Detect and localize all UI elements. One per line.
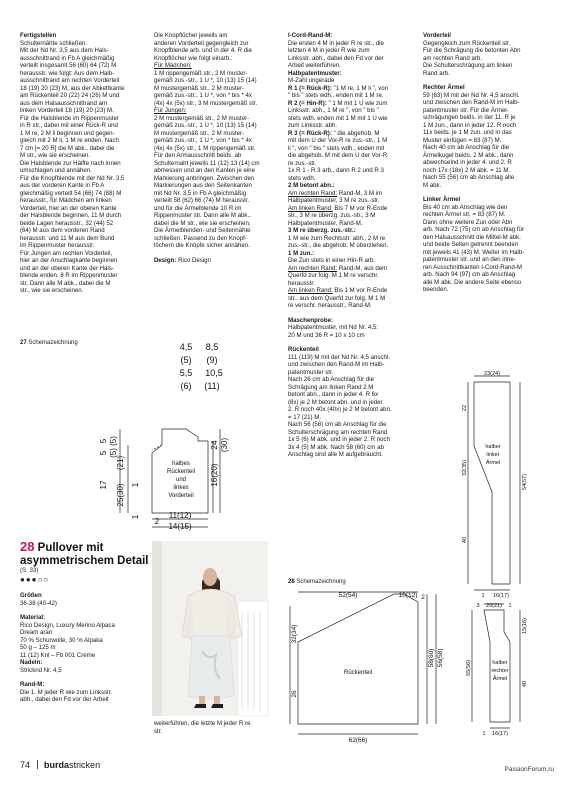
s27-top-3: (5) bbox=[180, 355, 192, 365]
s27-label-4: linkes bbox=[173, 485, 189, 491]
randm-cont-line: weiterführen, die letzte M jeder R re bbox=[154, 720, 251, 727]
text-line: Für Jungen am rechten Vorderteil, bbox=[20, 249, 113, 257]
nadeln-value: Stricknd Nr. 4,5 bbox=[20, 666, 62, 674]
schema28-number: 28 bbox=[288, 579, 295, 585]
linker-left-mid: 32(35) bbox=[462, 460, 468, 476]
rechter-bottom: 16(17) bbox=[492, 731, 508, 737]
knopfloch-text bbox=[154, 32, 284, 62]
text-line: Nach 56 (58) cm ab Anschlag für die bbox=[288, 421, 387, 428]
text-line: patentmuster str. und an den inne- bbox=[423, 256, 516, 263]
s27-left-5: 17 bbox=[99, 480, 108, 490]
text-line: patentmuster str. Für die Ärmel- bbox=[423, 106, 509, 114]
s27-left-3: 5 bbox=[99, 450, 108, 456]
text-line: Muster einfügen = 83 (87) M. bbox=[423, 136, 502, 144]
text-line: Knopfblende arb. und in der 4. R die bbox=[154, 47, 252, 54]
underlined-label: Am rechten Rand: bbox=[288, 264, 338, 272]
text-line: Markierung anbringen. Zwischen den bbox=[154, 174, 255, 182]
schema27-number: 27 bbox=[20, 340, 27, 346]
brand-bold: burda bbox=[44, 760, 70, 770]
text-line: Am rechten Rand: Rand-M, 3 M im bbox=[288, 189, 383, 197]
text-line: M str., wie sie erscheinen. bbox=[20, 152, 91, 159]
jungen-text bbox=[154, 115, 284, 153]
text-line: herausstr., für Mädchen am linken bbox=[20, 197, 112, 204]
rechter-label-3: Ärmel bbox=[492, 676, 508, 682]
jungen-heading: Für Jungen: bbox=[154, 107, 187, 114]
r2-label: R 2 (= Hin-R): bbox=[288, 99, 327, 107]
rechter-bottom-small: 1 bbox=[482, 731, 486, 737]
text-line: gemäß zus.-str., 1 U *, 10 (13) 15 (14) bbox=[154, 122, 257, 129]
text-line: ausschnittrand in Fb A gleichmäßig bbox=[20, 54, 115, 62]
vorderteil-heading: Vorderteil bbox=[423, 32, 451, 39]
text-line: 111 (119) M mit der Nd Nr. 4,5 anschl. bbox=[288, 353, 390, 361]
r1-label: R 1 (= Rück-R): bbox=[288, 84, 332, 92]
text-line: Am rechten Rand: Rand-M, aus dem bbox=[288, 264, 388, 272]
model-photo bbox=[152, 541, 268, 716]
s27-top-1: 4,5 bbox=[179, 342, 193, 352]
text-line: 2 M mustergemäß str., 2 M muster- bbox=[154, 114, 250, 122]
text-line: 3x 4 (5) M abk. Nach 58 (60) cm ab bbox=[288, 443, 384, 451]
brand-rest: stricken bbox=[69, 760, 101, 770]
text-line: am Rückenteil 20 (22) 24 (26) M und bbox=[20, 92, 120, 99]
text-line: Arbeit weiterführen. bbox=[288, 62, 341, 69]
text-line: Für die Halsblende im Rippenmuster bbox=[20, 114, 119, 122]
design-label: Design: bbox=[154, 256, 177, 264]
r3-label: R 3 (= Rück-R): bbox=[288, 129, 332, 137]
sleeve-diagrams bbox=[458, 371, 558, 737]
text-line: M mustergemäß str., 2 M muster- bbox=[154, 129, 245, 137]
schema28-diagram bbox=[286, 586, 456, 746]
s27-top-2: 8,5 bbox=[205, 342, 219, 352]
text-line: dabei die M str., wie sie erscheinen. bbox=[154, 219, 251, 227]
text-line: (4x) 4x (5x) str., 3 M mustergemäß str. bbox=[154, 99, 258, 107]
text-line: 18 (19) 20 (23) M, aus der Abkettkante bbox=[20, 84, 125, 92]
rechter-aermel-text bbox=[423, 92, 558, 190]
text-line: Halbpatentmuster, 3 M re zus.-str. bbox=[288, 197, 380, 204]
r1-text bbox=[288, 92, 418, 100]
text-line: und beide Seiten getrennt beenden bbox=[423, 241, 519, 248]
s28-left-upper: 32(34) bbox=[291, 624, 298, 644]
column-4 bbox=[423, 32, 558, 294]
text-line: Schulterschrägung am rechten Rand bbox=[288, 428, 388, 436]
linker-label-3: Ärmel bbox=[485, 460, 501, 466]
halbpatent-sub: M-Zahl ungerade bbox=[288, 77, 335, 84]
maedchen-text bbox=[154, 70, 284, 108]
rechter-top-mid: 20(21) bbox=[486, 603, 502, 609]
text-line: 1 M wie zum Rechtsstr. abh., 2 M re bbox=[288, 234, 386, 242]
text-line: arb. Nach 72 (75) cm ab Anschlag für bbox=[423, 226, 524, 233]
r2-text bbox=[288, 107, 418, 130]
text-line: schließen. Passend zu den Knopf- bbox=[154, 234, 247, 242]
text-line: aus dem Halsausschnittrand am bbox=[20, 99, 108, 107]
column-3 bbox=[288, 32, 418, 459]
rechter-label-2: rechter bbox=[491, 668, 509, 674]
underlined-label: Am linken Rand: bbox=[288, 204, 333, 212]
s27-label-2: Rückenteil bbox=[166, 469, 196, 475]
underlined-label: Am rechten Rand: bbox=[288, 189, 338, 197]
rueckenteil-text bbox=[288, 354, 418, 459]
text-line: verteilt 58 (62) 66 (74) M herausstr. bbox=[154, 197, 250, 204]
s27-bottom-3: 14(15) bbox=[168, 522, 192, 531]
text-line: Rippenmuster str. Dann alle M abk., bbox=[154, 212, 251, 219]
s27-right-1: 16(20) bbox=[210, 463, 219, 487]
s27-top-7: (6) bbox=[180, 381, 192, 391]
pattern28-title-line1: Pullover mit bbox=[37, 542, 104, 554]
linker-right: 54(57) bbox=[522, 474, 528, 490]
maedchen-heading: Für Mädchen: bbox=[154, 62, 192, 69]
rechter-left: 55(56) bbox=[466, 660, 472, 676]
text-line: re verschr. herausstr., Rand-M. bbox=[288, 302, 372, 309]
text-line: linken Vorderteil 18 (19) 20 (23) M. bbox=[20, 107, 114, 114]
s27-top-6: 10,5 bbox=[205, 368, 223, 378]
row3: R 3 (= Rück-R): " die abgehob. M bbox=[288, 129, 380, 137]
halbpatent-heading: Halbpatentmuster: bbox=[288, 69, 342, 77]
text-line: li ", von " bis " stets wdh., enden mit bbox=[288, 144, 385, 152]
text-line: 1 M re, 2 M li beginnen und gegen- bbox=[20, 129, 115, 137]
row1: R 1 (= Rück-R): "1 M re, 1 M li ", von bbox=[288, 84, 388, 92]
linker-bottom: 16(17) bbox=[493, 593, 509, 599]
linker-aermel-text bbox=[423, 204, 558, 294]
s28-bottom: 62(66) bbox=[348, 737, 368, 744]
text-line: löchern die Knöpfe sicher annähen. bbox=[154, 242, 250, 249]
text-line: Dann ohne weitere Zun oder Abn bbox=[423, 218, 513, 226]
text-line: Linksstr. abh., dabei den Fd vor der bbox=[288, 54, 384, 62]
text-line: 1x 5 (6) M abk. und in jeder 2. R noch bbox=[288, 436, 390, 443]
text-line: 70 % Schurwolle, 30 % Alpaka bbox=[20, 636, 103, 644]
text-line: Rand arb. bbox=[423, 69, 450, 77]
column-1 bbox=[20, 32, 150, 295]
text-line: herausstr. wie folgt: Aus dem Halb- bbox=[20, 69, 115, 77]
text-line: str., aus dem Querfd zur folg. M 1 M bbox=[288, 294, 386, 302]
text-line: patentmuster str. bbox=[288, 368, 334, 376]
text-line: gemäß zus.-str., 1 U *, von * bis * 4x bbox=[154, 137, 252, 144]
linker-aermel-heading: Linker Ärmel bbox=[423, 196, 461, 203]
rechter-aermel-heading: Rechter Ärmel bbox=[423, 84, 465, 91]
vorderteil-text bbox=[423, 40, 558, 78]
text-line: " bis " stets wdh., enden mit 1 M re. bbox=[288, 92, 384, 99]
fertigstellen-text bbox=[20, 40, 150, 295]
randm-cont-line2: str. bbox=[154, 727, 163, 735]
text-line: beide Lagen herausstr., 32 (44) 52 bbox=[20, 219, 114, 227]
text-line: blende enden. 8 R im Rippenmuster bbox=[20, 272, 118, 279]
text-line: gleichmäßig verteilt 54 (66) 74 (88) M bbox=[20, 189, 122, 197]
text-line: schrägungen beids. in der 11. R je bbox=[423, 114, 516, 121]
text-line: Für die Schrägung die betonten Abn bbox=[423, 47, 521, 54]
groessen-value: 36-38 (40-42) bbox=[20, 599, 57, 607]
linker-aermel-outline bbox=[474, 382, 510, 584]
text-line: rechten Ärmel str. = 83 (87) M. bbox=[423, 211, 506, 218]
text-line: (64) M aus dem vorderen Rand bbox=[20, 227, 105, 234]
s27-left-1: 5 bbox=[99, 438, 108, 444]
icord-text bbox=[288, 40, 418, 70]
page-footer bbox=[20, 760, 100, 770]
s27-right-2: 24 bbox=[210, 440, 219, 450]
text-line: gemäß zus.-str., 1 U *, 10 (13) 15 (14) bbox=[154, 77, 257, 84]
material-heading: Material: bbox=[20, 614, 46, 621]
text-line: 20 M und 36 R = 10 x 10 cm bbox=[288, 331, 365, 339]
maschenprobe-heading: Maschenprobe: bbox=[288, 316, 334, 324]
text-line: umschlagen und annähen. bbox=[20, 167, 92, 174]
text-line: und zwischen den Rand-M im Halb- bbox=[288, 361, 385, 368]
text-line: Die 1. M jeder R wie zum Linksstr. bbox=[20, 688, 113, 696]
page-number: 74 bbox=[20, 760, 31, 770]
text-line: herausstr. und 11 M aus dem Bund bbox=[20, 234, 115, 242]
text-line: Die Zun stets in einer Hin-R arb. bbox=[288, 257, 376, 264]
text-line: alle M abk. Die andere Seite ebenso bbox=[423, 278, 522, 286]
text-line: Halbpatentmuster, mit Nd Nr. 4,5: bbox=[288, 324, 379, 331]
text-line: 1 M zun., dann in jeder 12. R noch bbox=[423, 121, 517, 129]
text-line: Querfd zur folg. M 1 M re verschr. bbox=[288, 272, 379, 279]
text-line: verteilt insgesamt 56 (60) 64 (72) M bbox=[20, 62, 117, 69]
text-line: ren Ausschnittkanten I-Cord-Rand-M bbox=[423, 263, 522, 271]
text-line: herausstr. bbox=[288, 279, 315, 287]
text-line: stets wdh. bbox=[288, 174, 316, 182]
text-line: Die Schulterschrägung am linken bbox=[423, 62, 513, 69]
s27-label-3: und bbox=[175, 477, 187, 483]
fertigstellen-heading: Fertigstellen bbox=[20, 32, 57, 39]
text-line: Die ersten 4 M in jeder R re str., die bbox=[288, 39, 384, 47]
footer-divider bbox=[37, 760, 38, 769]
text-line: arb. Nach 94 (97) cm ab Anschlag bbox=[423, 271, 516, 278]
text-line: Am linken Rand: Bis 7 M vor R-Ende bbox=[288, 204, 388, 212]
text-line: abwechselnd in jeder 4. und 2. R bbox=[423, 159, 512, 166]
s28-shoulder: 10(12) bbox=[398, 592, 418, 599]
rechter-label-1: halber bbox=[492, 660, 508, 666]
text-line: str., 3 M re überzg. zus.-str., 3 M bbox=[288, 212, 376, 219]
s27-bottom-2: 11(12) bbox=[168, 511, 192, 520]
linker-bottom-small: 1 bbox=[481, 593, 485, 599]
s27-top-5: 5,5 bbox=[179, 368, 193, 378]
pattern28-title-line2: asymmetrischem Detail bbox=[20, 555, 149, 567]
design-value: Rico Design bbox=[178, 256, 211, 264]
text-line: die abgehob. M mit dem U der Vor-R bbox=[288, 152, 388, 159]
text-line: mit jeweils 41 (43) M. Weiter im Halb- bbox=[423, 248, 525, 256]
text-line: Schulternaht jeweils 11 (12) 13 (14) cm bbox=[154, 159, 260, 167]
text-line: und zwischen den Rand-M im Halb- bbox=[423, 99, 520, 106]
maschenprobe-text bbox=[288, 324, 418, 339]
difficulty-rating: ●●●○○ bbox=[20, 575, 50, 584]
text-line: hier an der Anschlagkante beginnen bbox=[20, 257, 118, 264]
text-line: anderen Vorderteil gegengleich zur bbox=[154, 39, 249, 47]
text-line: Nach 26 cm ab Anschlag für die bbox=[288, 376, 375, 383]
zun-text bbox=[288, 257, 418, 310]
s28-left-lower: 26 bbox=[291, 690, 298, 698]
text-line: letzten 4 M in jeder R wie zum bbox=[288, 47, 370, 54]
rueckenteil-label: Rückenteil bbox=[343, 670, 373, 676]
rueckenteil-outline bbox=[298, 594, 418, 724]
s28-right-total: 58(60) bbox=[428, 648, 435, 668]
text-line: zus.-str., die abgehob. M überziehen. bbox=[288, 242, 389, 249]
text-line: str. Dann alle M abk., dabei die M bbox=[20, 279, 111, 287]
s27-top-8: (11) bbox=[204, 381, 220, 391]
text-line: ausschnittrand am rechten Vorderteil bbox=[20, 77, 120, 84]
text-line: Am linken Rand: Bis 1 M vor R-Ende bbox=[288, 287, 388, 294]
s27-right-3: (30) bbox=[220, 437, 229, 453]
text-line: gleich mit 2 M li, 1 M re enden. Nach bbox=[20, 137, 119, 144]
rechter-top-left: 3 bbox=[476, 603, 480, 609]
text-line: Für den Armausschnitt beids. ab bbox=[154, 152, 242, 159]
text-line: str., wie sie erscheinen. bbox=[20, 287, 84, 294]
text-line: Nach 55 (56) cm ab Anschlag alle bbox=[423, 174, 515, 181]
text-line: Markierungen aus den Seitenkanten bbox=[154, 182, 252, 189]
text-line: Die Knopflöcher jeweils am bbox=[154, 32, 228, 39]
rechter-right-bot: 40 bbox=[522, 680, 528, 688]
text-line: der Halsblende beginnen, 11 M durch bbox=[20, 212, 122, 219]
watermark: PassionForum.ru bbox=[504, 766, 554, 773]
rechter-top-right: 1 bbox=[508, 603, 512, 609]
r3-text bbox=[288, 137, 418, 182]
text-line: Die Ärmelblenden- und Seitennähte bbox=[154, 227, 251, 234]
text-line: Anschlag sind alle M aufgebraucht. bbox=[288, 451, 383, 458]
text-line: im Rippenmuster herausstr. bbox=[20, 242, 95, 249]
material-text bbox=[20, 622, 150, 660]
text-line: und an der oberen Kante der Hals- bbox=[20, 264, 114, 272]
s27-label-1: halbes bbox=[172, 461, 190, 467]
text-line: Vorderteil, hier an der oberen Kante bbox=[20, 204, 117, 212]
text-line: am rechten Rand arb. bbox=[423, 54, 482, 62]
text-line: Rico Design, Luxury Merino Alpaca bbox=[20, 621, 115, 629]
text-line: Mit der Nd Nr. 3,5 aus dem Hals- bbox=[20, 47, 109, 54]
text-line: in R str., dabei mit einer Rück-R und bbox=[20, 122, 118, 129]
text-line: gemäß zus.-str., 1 U *, von * bis * 4x bbox=[154, 92, 252, 99]
text-line: Halbpatentmuster, Rand-M. bbox=[288, 219, 363, 227]
text-line: den Halsausschnitt die Mittel-M abk. bbox=[423, 233, 521, 241]
text-line: zum Linksstr. abh. bbox=[288, 122, 338, 129]
schema27-caption bbox=[20, 340, 78, 348]
s27-top-4: (9) bbox=[206, 355, 218, 365]
pattern28-specs bbox=[20, 592, 150, 704]
armausschnitt-text bbox=[154, 152, 284, 250]
text-line: re zus.-str. bbox=[288, 159, 317, 167]
s27-left-4: (5) bbox=[109, 448, 118, 458]
text-line: Schulternähte schließen. bbox=[20, 39, 88, 47]
text-line: betont abn., dann in jeder 4. R 6x bbox=[288, 391, 379, 398]
text-line: Dream aran bbox=[20, 629, 53, 636]
text-line: 59 (63) M mit der Nd Nr. 4,5 anschl. bbox=[423, 91, 520, 99]
text-line: aus der vorderen Kante in Fb A bbox=[20, 182, 105, 189]
rechter-right-top: 15(16) bbox=[522, 618, 528, 634]
icord-heading: I-Cord-Rand-M: bbox=[288, 32, 333, 39]
s27-left-2: (5) bbox=[109, 436, 118, 446]
text-line: beenden. bbox=[423, 286, 449, 293]
s27-left-6: (21) bbox=[116, 455, 125, 471]
linker-top: 23(24) bbox=[484, 371, 500, 377]
s27-bottom-1: 2 bbox=[154, 517, 160, 526]
text-line: (8x) je 2 M betont abn. und in jeder bbox=[288, 398, 383, 406]
text-line: Ärmelkugel beids. 2 M abk., dann bbox=[423, 151, 514, 159]
betont-heading: 2 M betont abn.: bbox=[288, 182, 335, 189]
pattern28-number: 28 bbox=[20, 539, 35, 554]
randm-text bbox=[20, 689, 150, 704]
pattern28-page-ref: (S. 33) bbox=[20, 567, 39, 574]
groessen-heading: Größen bbox=[20, 592, 42, 599]
text-line: Schrägung am linken Rand 2 M bbox=[288, 383, 374, 391]
text-line: 50 g – 125 m bbox=[20, 644, 56, 651]
column-2 bbox=[154, 32, 284, 264]
text-line: Die Halsblende zur Hälfte nach innen bbox=[20, 159, 121, 167]
text-line: Knopflöcher wie folgt einarb.: bbox=[154, 54, 233, 62]
s27-left-7: 25(30) bbox=[116, 483, 125, 507]
schema28-caption-text: Schemazeichnung bbox=[296, 579, 346, 585]
text-line: abh., dabei den Fd vor der Arbeit bbox=[20, 696, 109, 703]
s28-right-partial: 56(58) bbox=[437, 648, 444, 668]
s27-left-8: 1 bbox=[131, 482, 140, 488]
schema27-diagram bbox=[90, 342, 260, 531]
linker-left-top: 22 bbox=[462, 404, 468, 412]
m3-heading: 3 M re überzg. zus.-str.: bbox=[288, 227, 356, 234]
s28-top-width: 52(54) bbox=[338, 592, 358, 599]
text-line: M mustergemäß str., 2 M muster- bbox=[154, 84, 245, 92]
s27-left-9: 1 bbox=[131, 514, 140, 520]
nadeln-heading: Nadeln: bbox=[20, 659, 43, 666]
text-line: abmessen und an den Kanten je eine bbox=[154, 167, 255, 174]
randm-heading: Rand-M: bbox=[20, 681, 45, 688]
s28-right-small: 2 bbox=[421, 594, 425, 601]
text-line: Linksstr. abh., 1 M re ", von " bis " bbox=[288, 107, 379, 114]
text-line: Bis 40 cm ab Anschlag wie den bbox=[423, 203, 508, 211]
text-line: stets wdh. enden mit 1 M mit 1 U wie bbox=[288, 114, 388, 122]
text-line: mit Nd Nr. 3,5 in Fb A gleichmäßig bbox=[154, 189, 247, 197]
s27-label-5: Vorderteil bbox=[168, 493, 194, 499]
pattern28-title bbox=[20, 540, 148, 568]
rueckenteil-heading: Rückenteil bbox=[288, 346, 319, 353]
text-line: (4x) 4x (5x) str., 1 M rippengemäß str. bbox=[154, 144, 256, 152]
row2: R 2 (= Hin-R): " 1 M mit 1 U wie zum bbox=[288, 99, 388, 107]
linker-left-bot: 40 bbox=[462, 536, 468, 544]
underlined-label: Am linken Rand: bbox=[288, 287, 333, 294]
zun-heading: 1 M zun.: bbox=[288, 249, 315, 257]
linker-label-2: linker bbox=[486, 452, 500, 458]
linker-label-1: halber bbox=[485, 444, 501, 450]
betont-text bbox=[288, 190, 418, 228]
rechter-aermel-outline bbox=[484, 610, 510, 722]
text-line: 11x beids. je 1 M zun. und in das bbox=[423, 129, 512, 136]
text-line: Gegengleich zum Rückenteil str. bbox=[423, 39, 511, 47]
text-line: 1x R 1 - R 3 arb., dann R 2 und R 3 bbox=[288, 167, 384, 174]
m3-text bbox=[288, 235, 418, 250]
text-line: mit dem U der Vor-R re zus.-str., 1 M bbox=[288, 137, 388, 144]
text-line: 2. R noch 40x (40x) je 2 M betont abn. bbox=[288, 406, 392, 413]
text-line: Nach 40 cm ab Anschlag für die bbox=[423, 144, 510, 151]
schema27-caption-text: Schemazeichnung bbox=[28, 340, 78, 346]
text-line: noch 17x (18x) 2 M abk. = 11 M. bbox=[423, 166, 511, 174]
design-credit bbox=[154, 257, 284, 265]
text-line: = 17 (21) M. bbox=[288, 413, 322, 421]
randm-continued bbox=[154, 720, 284, 735]
text-line: 7 cm [= 20 R] die M abk., dabei die bbox=[20, 144, 115, 152]
text-line: M abk. bbox=[423, 181, 442, 189]
text-line: Für die Knopfblende mit der Nd Nr. 3,5 bbox=[20, 174, 125, 182]
text-line: 11 (12) Knl – Fb 001 Creme bbox=[20, 651, 96, 659]
text-line: 1 M rippengemäß str., 2 M muster- bbox=[154, 69, 248, 77]
text-line: und für die Ärmelblende 10 R im bbox=[154, 204, 242, 212]
